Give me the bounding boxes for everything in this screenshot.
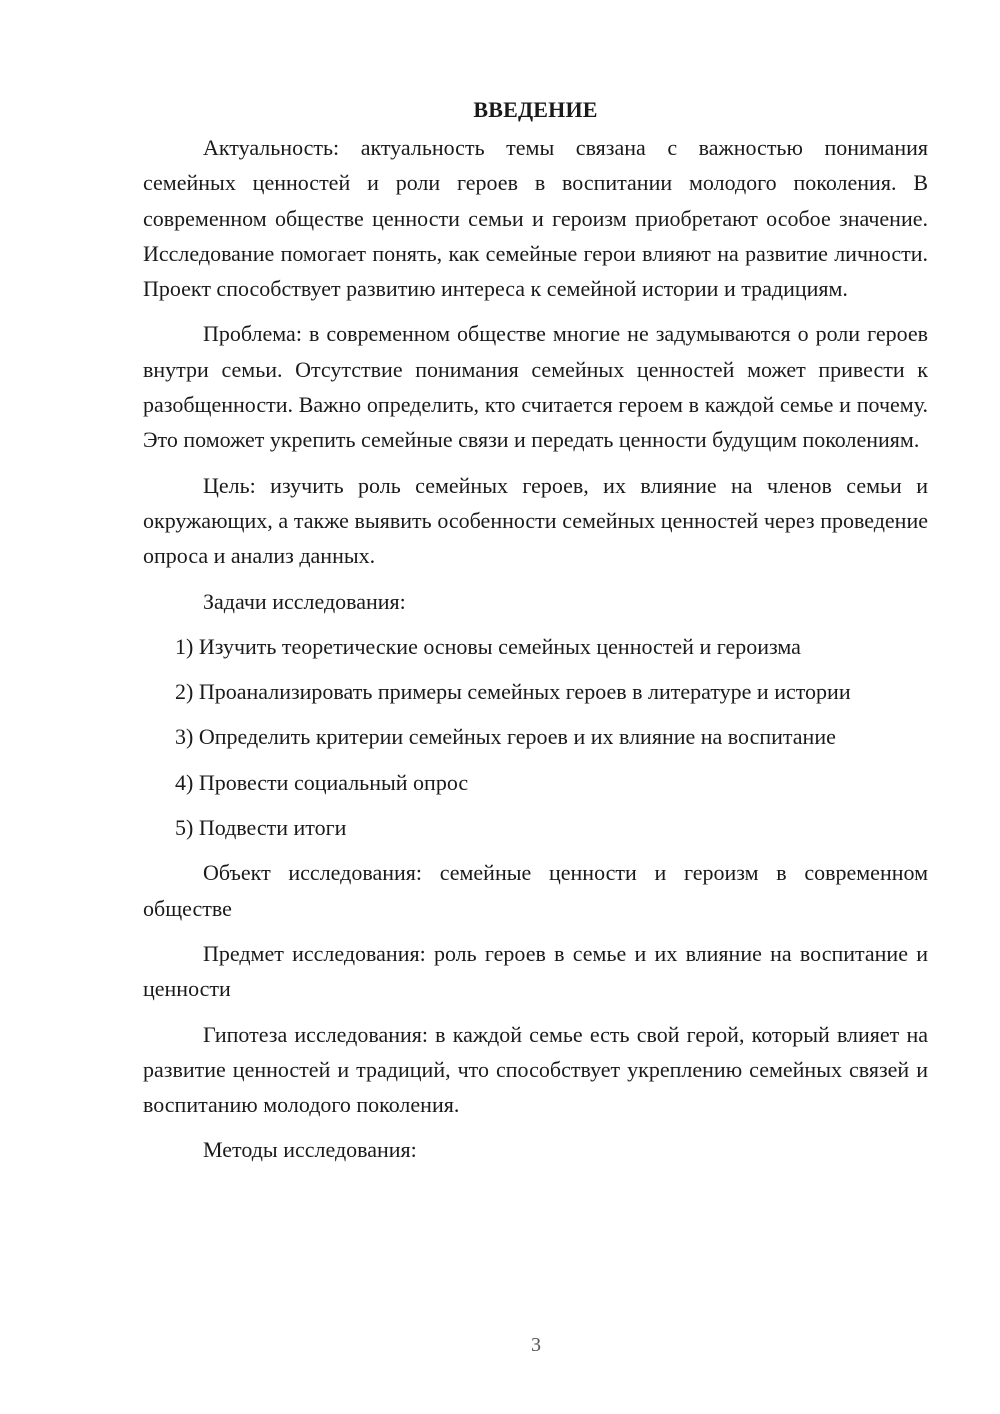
task-item-1: 1) Изучить теоретические основы семейных ценностей и героизма xyxy=(175,633,801,659)
section-title: ВВЕДЕНИЕ xyxy=(473,97,598,122)
goal-paragraph: Цель: изучить роль семейных героев, их влияние на членов семьи и окружающих, а также выявить особенности семейных ценностей через проведение опроса и анализ данных. xyxy=(143,472,928,569)
task-item-5: 5) Подвести итоги xyxy=(175,815,347,841)
tasks-heading: Задачи исследования: xyxy=(203,588,406,614)
task-item-3: 3) Определить критерии семейных героев и их влияние на воспитание xyxy=(175,724,836,750)
hypothesis-paragraph: Гипотеза исследования: в каждой семье есть свой герой, который влияет на развитие ценностей и традиций, что способствует укреплению семейных связей и воспитанию молодого поколения. xyxy=(143,1021,928,1118)
page-number: 3 xyxy=(531,1334,541,1356)
document-page xyxy=(143,95,928,1178)
subject-paragraph: Предмет исследования: роль героев в семье и их влияние на воспитание и ценности xyxy=(143,940,928,1002)
problem-paragraph: Проблема: в современном обществе многие не задумываются о роли героев внутри семьи. Отсутствие понимания семейных ценностей может привести к разобщенности. Важно определить, кто считается героем в каждой семье и почему. Это поможет укрепить семейные связи и передать ценности будущим поколениям. xyxy=(143,321,928,453)
task-item-2: 2) Проанализировать примеры семейных героев в литературе и истории xyxy=(175,679,851,705)
methods-heading: Методы исследования: xyxy=(203,1137,417,1163)
object-paragraph: Объект исследования: семейные ценности и героизм в современном обществе xyxy=(143,860,928,921)
relevance-paragraph: Актуальность: актуальность темы связана с важностью понимания семейных ценностей и роли героев в воспитании молодого поколения. В современном обществе ценности семьи и героизм приобретают особое значение. Исследование помогает понять, как семейные герои влияют на развитие личности. Проект способствует развитию интереса к семейной истории и традициям. xyxy=(143,135,928,302)
task-item-4: 4) Провести социальный опрос xyxy=(175,769,469,795)
